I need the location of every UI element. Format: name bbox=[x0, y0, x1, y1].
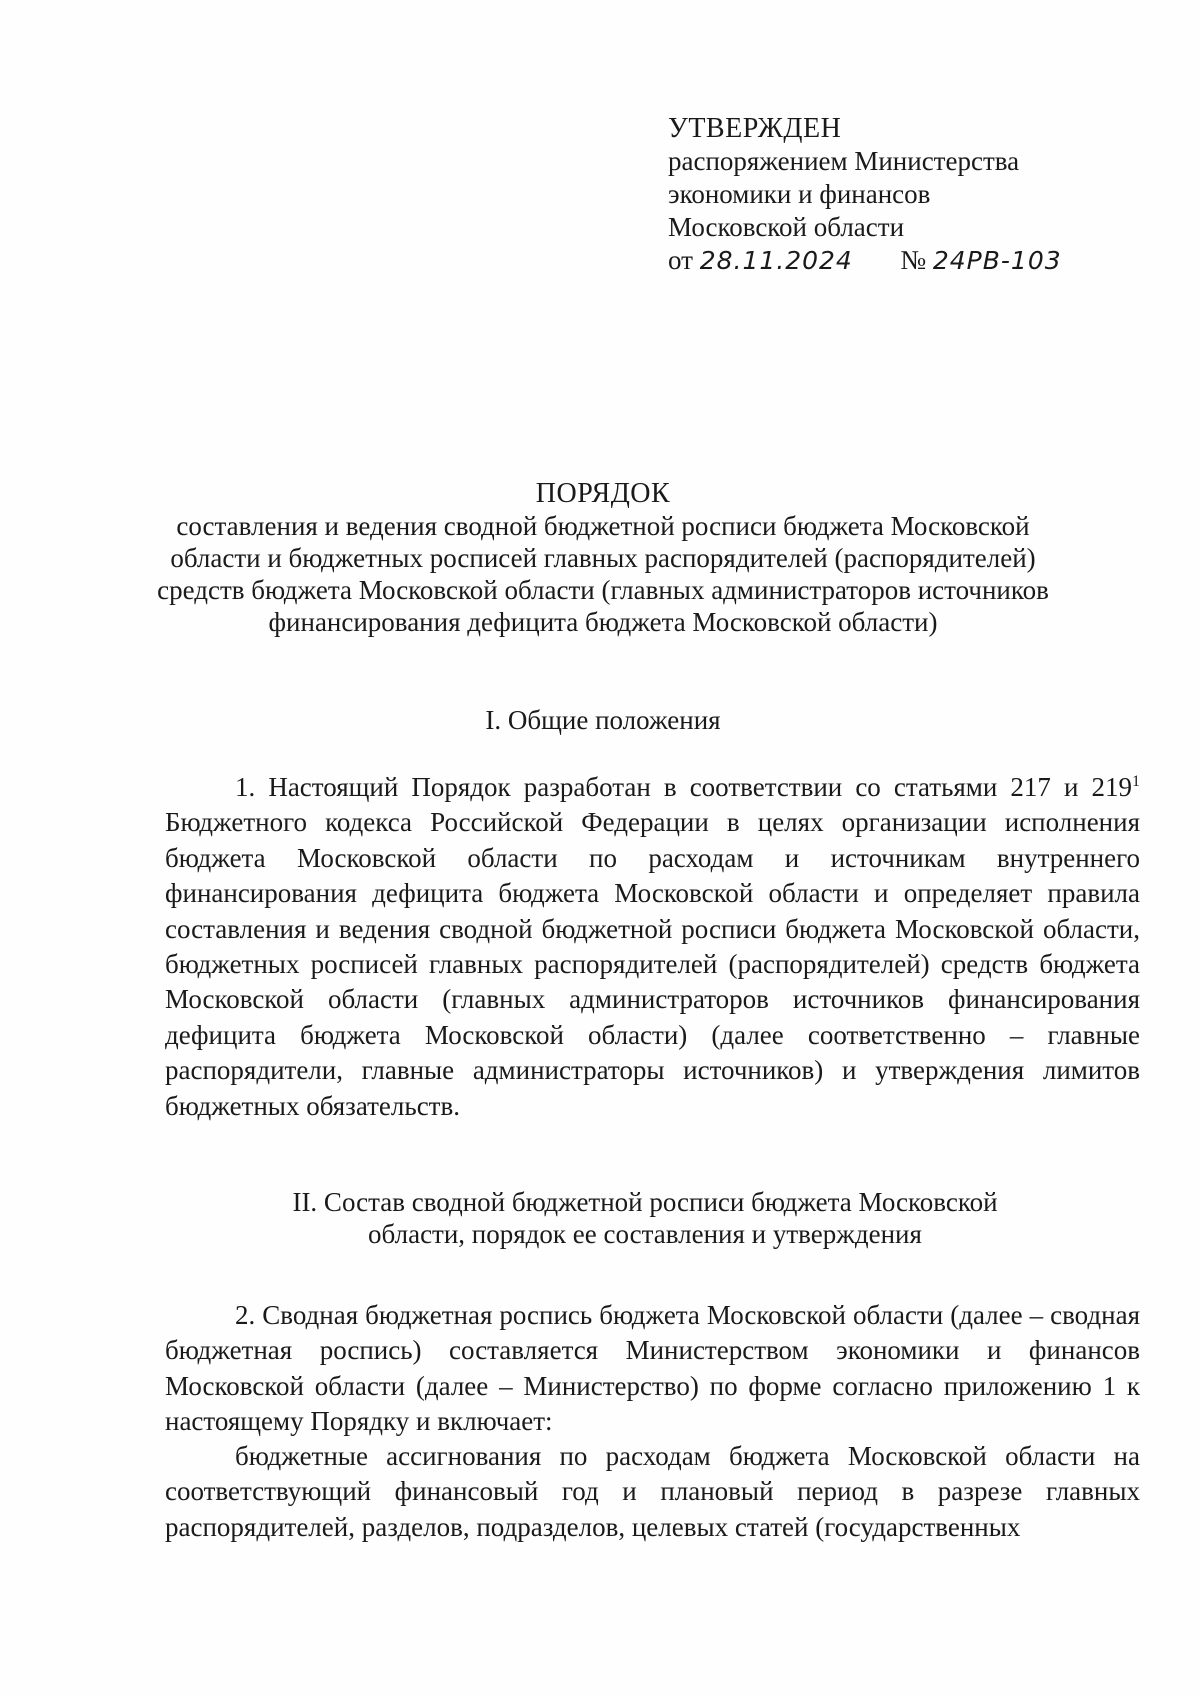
paragraph-1-rest: Бюджетного кодекса Российской Федерации в целях организации исполнения бюджета Московской области по расходам и источникам внутреннего финансирования дефицита бюджета Московской области и определяет правила составления и ведения сводной бюджетной росписи бюджета Московской области, бюджетных росписей главных распорядителей (распорядителей) средств бюджета Московской области (главных администраторов источников финансирования дефицита бюджета Московской области) (далее соответственно – главные распорядители, главные администраторы источников) и утверждения лимитов бюджетных обязательств. bbox=[165, 807, 1140, 1121]
title-line-1: составления и ведения сводной бюджетной росписи бюджета Московской bbox=[176, 511, 1030, 541]
handwritten-date: 28.11.2024 bbox=[699, 246, 853, 275]
handwritten-number: 24РВ-103 bbox=[932, 246, 1062, 275]
approval-stamp bbox=[668, 112, 1062, 277]
paragraph-1-main: 1. Настоящий Порядок разработан в соответствии со статьями 217 и 219 bbox=[235, 772, 1132, 802]
approval-line-2: экономики и финансов bbox=[668, 179, 931, 209]
date-prefix: от bbox=[668, 245, 693, 275]
paragraph-3: бюджетные ассигнования по расходам бюджета Московской области на соответствующий финансовый год и плановый период в разрезе главных распорядителей, разделов, подразделов, целевых статей (государственных bbox=[165, 1441, 1140, 1542]
approval-line-3: Московской области bbox=[668, 212, 905, 242]
section-2-heading-line-1: II. Состав сводной бюджетной росписи бюджета Московской bbox=[292, 1187, 998, 1217]
approval-date-line bbox=[668, 244, 1062, 277]
paragraph-2: 2. Сводная бюджетная роспись бюджета Московской области (далее – сводная бюджетная роспись) составляется Министерством экономики и финансов Московской области (далее – Министерство) по форме согласно приложению 1 к настоящему Порядку и включает: bbox=[165, 1300, 1140, 1437]
section-2-heading-line-2: области, порядок ее составления и утверждения bbox=[368, 1219, 922, 1249]
section-2-heading bbox=[230, 1186, 1060, 1250]
approval-line-1: распоряжением Министерства bbox=[668, 146, 1020, 176]
approval-heading: УТВЕРЖДЕН bbox=[668, 113, 842, 144]
title-line-3: средств бюджета Московской области (главных администраторов источников bbox=[157, 575, 1049, 605]
title-main: ПОРЯДОК bbox=[535, 478, 671, 509]
title-line-2: области и бюджетных росписей главных распорядителей (распорядителей) bbox=[170, 543, 1036, 573]
title-line-4: финансирования дефицита бюджета Московской области) bbox=[268, 607, 938, 637]
paragraph-1 bbox=[165, 770, 1140, 1124]
section-1-heading: I. Общие положения bbox=[485, 705, 721, 735]
number-prefix: № bbox=[900, 245, 927, 275]
document-title bbox=[150, 478, 1056, 638]
superscript: 1 bbox=[1132, 773, 1140, 790]
